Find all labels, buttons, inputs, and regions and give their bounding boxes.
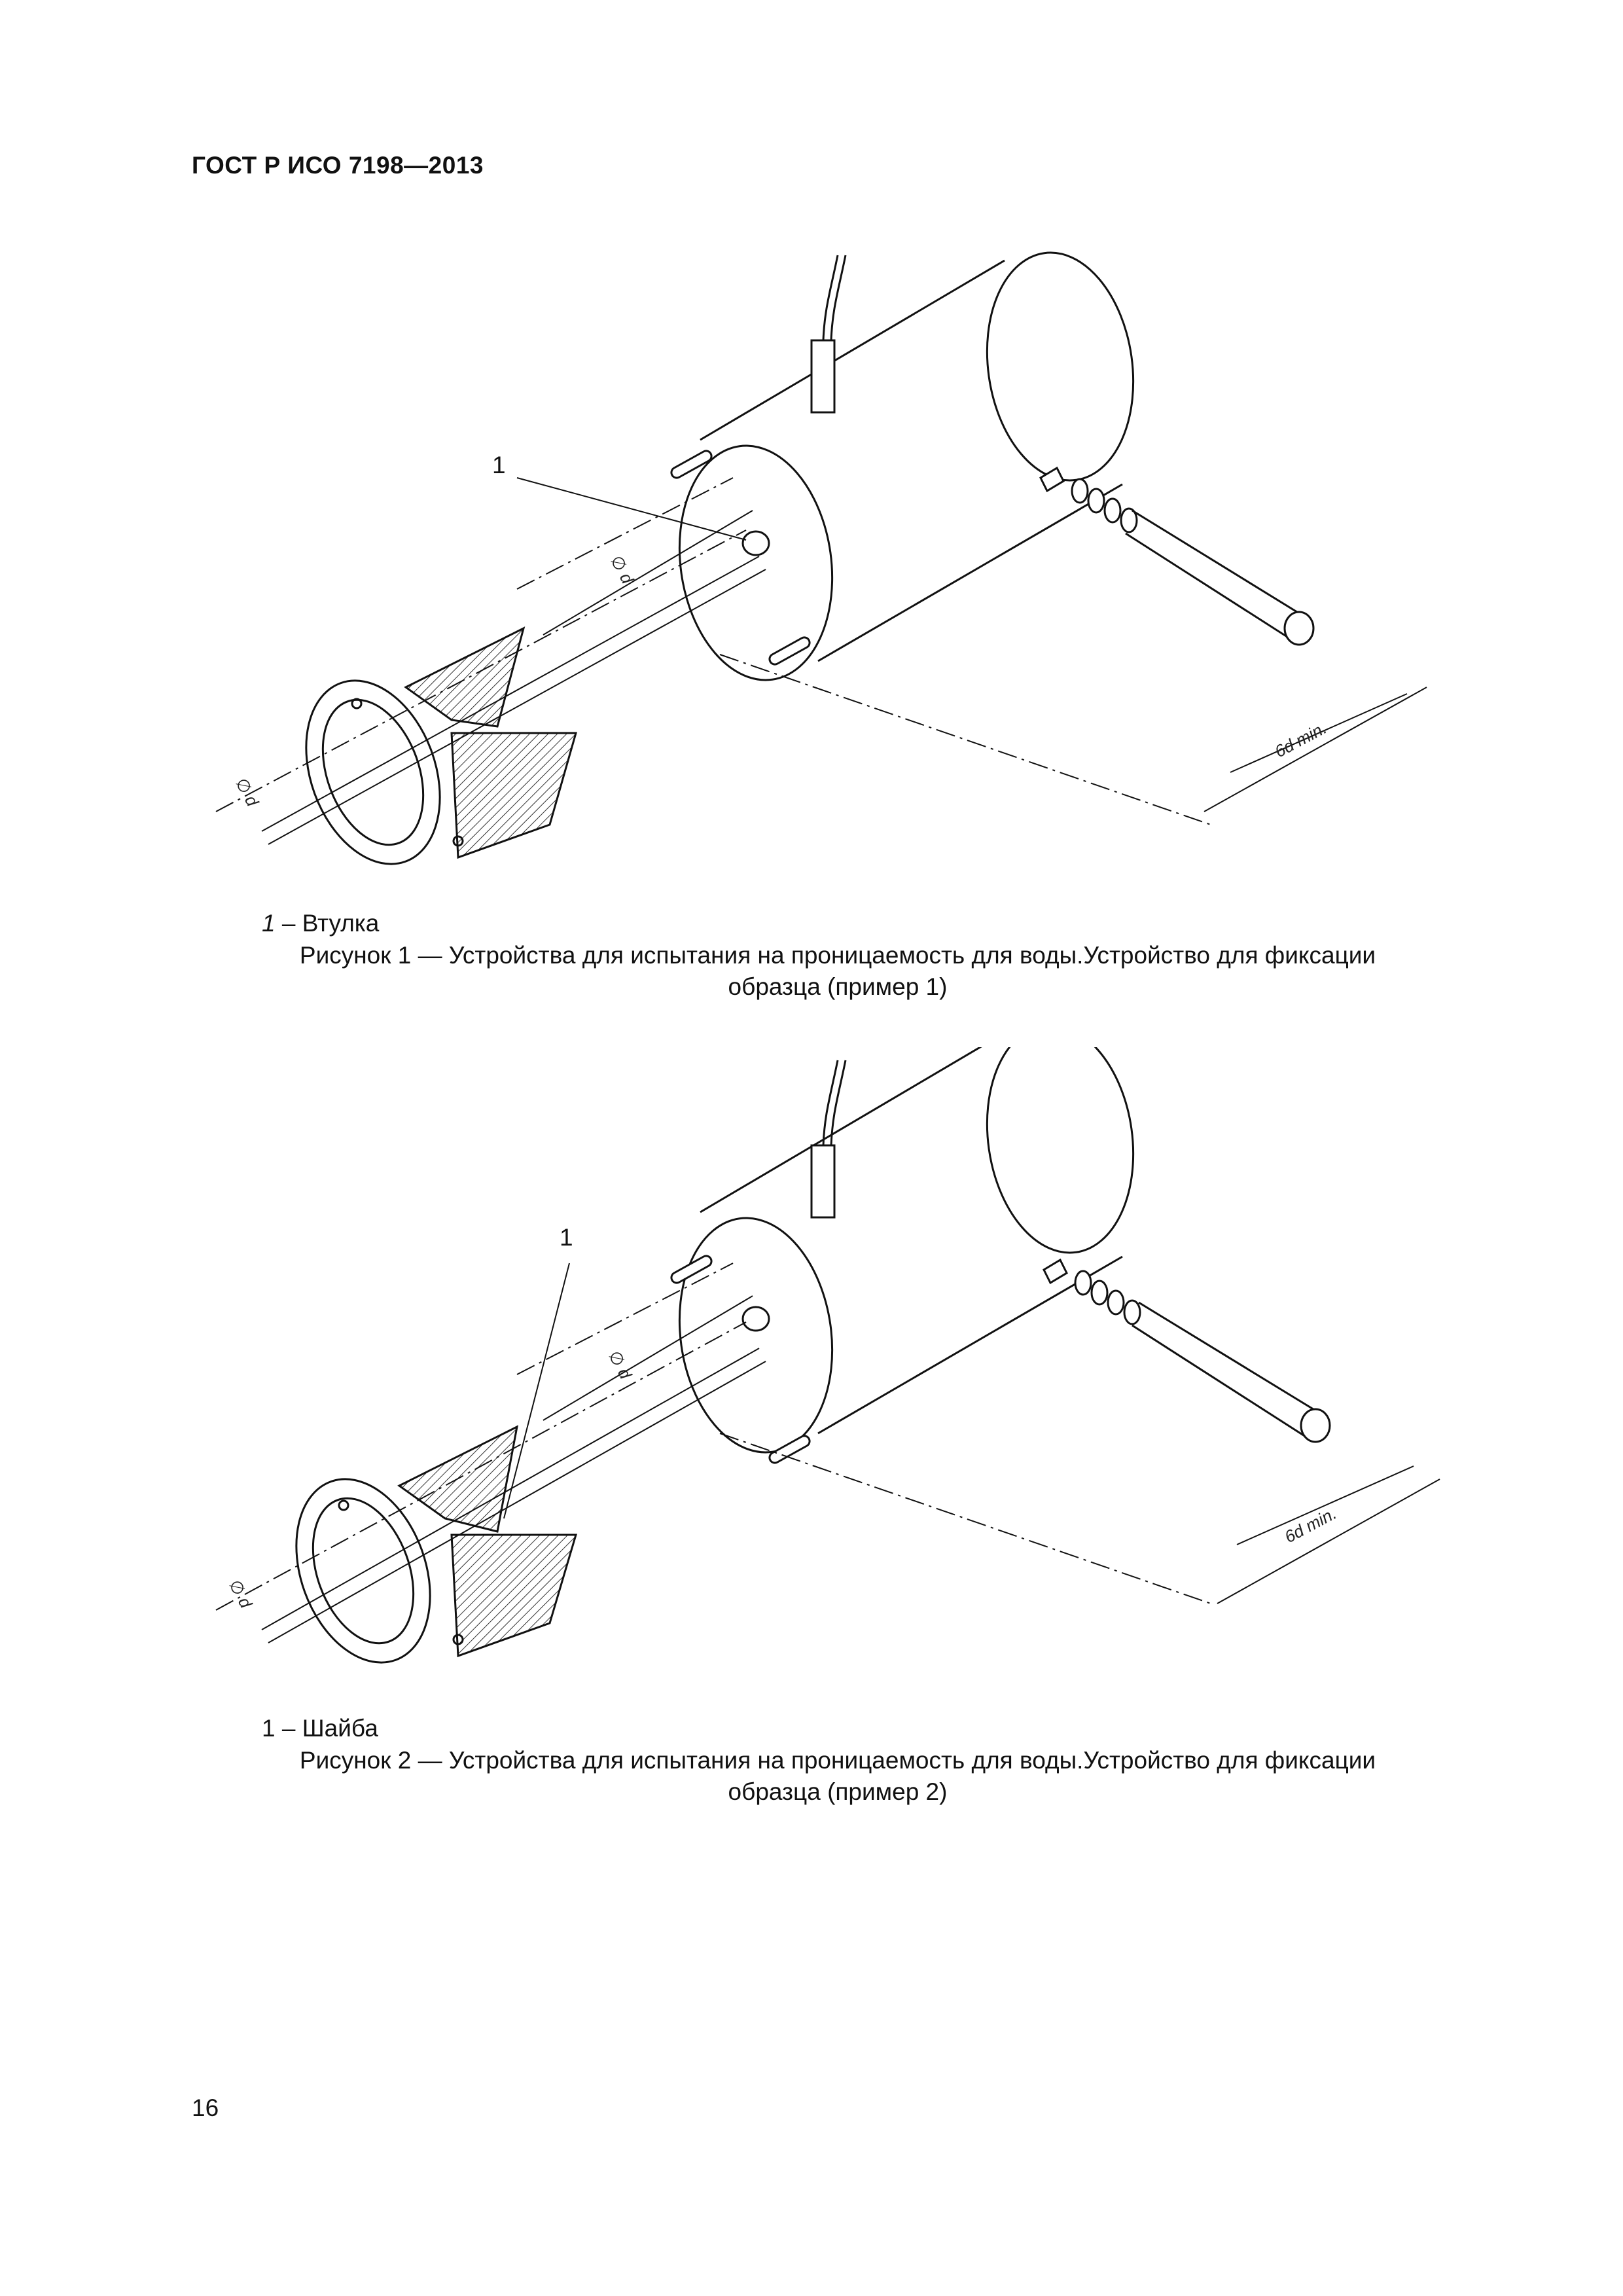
nozzle-outlet: [1285, 612, 1313, 645]
document-header: ГОСТ Р ИСО 7198—2013: [192, 152, 484, 179]
legend-number: 1: [262, 910, 276, 937]
figure-1-caption: [196, 940, 1479, 1003]
cylinder-back-face: [973, 1047, 1148, 1263]
callout-leader: [504, 1263, 569, 1518]
nozzle: [1041, 468, 1063, 491]
sensor-probe: [812, 1145, 834, 1217]
sleeve-section-upper: [406, 628, 524, 726]
callout-label: 1: [560, 1224, 573, 1251]
dimension-6d: 6d min.: [1271, 717, 1330, 762]
figure-2-caption: [196, 1745, 1479, 1808]
figure-2-legend: 1 – Шайба: [262, 1715, 378, 1742]
nozzle-outlet: [1301, 1409, 1330, 1442]
figure-1-legend: [262, 910, 379, 937]
page-number: 16: [192, 2094, 219, 2121]
cylinder-front-face: [665, 436, 847, 691]
nozzle-rings: [1075, 1271, 1140, 1324]
nozzle: [1044, 1260, 1067, 1283]
dimension-d-left: ∅ d: [231, 774, 263, 810]
nozzle-rings: [1072, 479, 1137, 532]
dimension-d-top: ∅ d: [604, 1347, 636, 1382]
caption-line-1: Рисунок 2 — Устройства для испытания на проницаемость для воды.Устройство для фиксации: [299, 1747, 1376, 1774]
cylinder-back-face: [973, 243, 1148, 490]
figure-1-drawing: [0, 236, 1623, 890]
dimension-d-left: ∅ d: [224, 1576, 257, 1611]
sleeve-section-lower: [452, 733, 576, 857]
hole: [743, 531, 769, 555]
dimension-6d: 6d min.: [1281, 1503, 1340, 1547]
cylinder-front-face: [665, 1208, 847, 1463]
legend-text: – Втулка: [275, 910, 380, 937]
caption-line-1: Рисунок 1 — Устройства для испытания на проницаемость для воды.Устройство для фиксации: [299, 942, 1376, 969]
dimension-d-top: ∅ d: [606, 552, 638, 587]
hole: [743, 1307, 769, 1331]
sensor-probe: [812, 340, 834, 412]
caption-line-2: образца (пример 1): [728, 973, 948, 1000]
washer-section-lower: [452, 1535, 576, 1656]
figure-2-drawing: [0, 1047, 1623, 1702]
caption-line-2: образца (пример 2): [728, 1778, 948, 1805]
callout-label: 1: [492, 452, 506, 478]
